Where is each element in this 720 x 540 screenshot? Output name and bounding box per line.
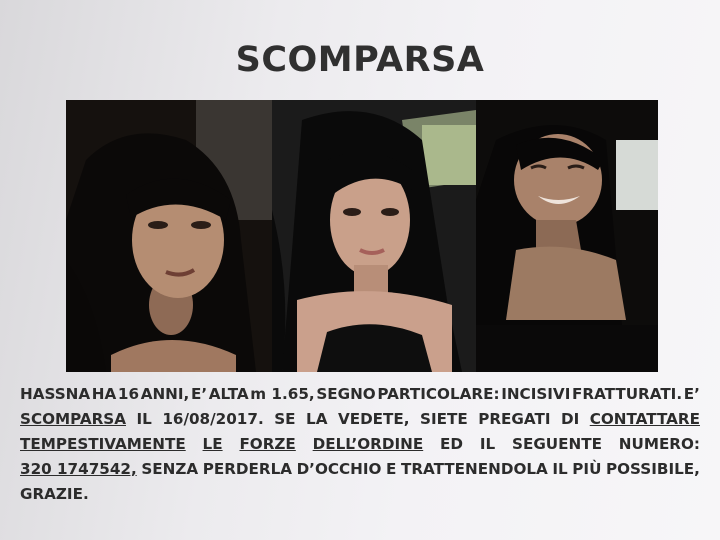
word: IL bbox=[136, 410, 152, 428]
word: NUMERO: bbox=[618, 435, 700, 453]
word: FORZE bbox=[239, 435, 296, 453]
text-line-4 bbox=[20, 457, 700, 482]
word: FRATTURATI. bbox=[572, 385, 683, 403]
photo-2 bbox=[272, 100, 476, 372]
word: HA bbox=[91, 385, 117, 403]
word: LE bbox=[202, 435, 223, 453]
word: HASSNA bbox=[20, 385, 91, 403]
word: E bbox=[386, 460, 397, 478]
word: POSSIBILE, bbox=[606, 460, 700, 478]
word: D’OCCHIO bbox=[296, 460, 382, 478]
photo-1 bbox=[66, 100, 272, 372]
word: SIETE bbox=[420, 410, 468, 428]
word: VEDETE, bbox=[337, 410, 410, 428]
text-line-1 bbox=[20, 382, 700, 407]
closing-word: GRAZIE. bbox=[20, 485, 89, 503]
word: PARTICOLARE: bbox=[377, 385, 500, 403]
word: SEGUENTE bbox=[512, 435, 602, 453]
word: TEMPESTIVAMENTE bbox=[20, 435, 186, 453]
word: PREGATI bbox=[478, 410, 551, 428]
missing-keyword: SCOMPARSA bbox=[20, 410, 126, 428]
missing-person-description bbox=[20, 382, 700, 507]
word: 16 bbox=[117, 385, 140, 403]
missing-date: 16/08/2017. bbox=[162, 410, 264, 428]
phone-number: 320 1747542, bbox=[20, 460, 137, 478]
word: PERDERLA bbox=[202, 460, 292, 478]
text-line-5 bbox=[20, 482, 700, 507]
word: LA bbox=[306, 410, 328, 428]
contact-keyword: CONTATTARE bbox=[589, 410, 700, 428]
word: SE bbox=[274, 410, 296, 428]
word: DELL’ORDINE bbox=[312, 435, 424, 453]
word: SENZA bbox=[141, 460, 199, 478]
word: ANNI, bbox=[140, 385, 190, 403]
word: ED bbox=[440, 435, 464, 453]
poster-title: SCOMPARSA bbox=[235, 40, 485, 80]
text-line-2 bbox=[20, 407, 700, 432]
word: SEGNO bbox=[316, 385, 376, 403]
word: E’ bbox=[190, 385, 208, 403]
word: PIÙ bbox=[572, 460, 602, 478]
word: TRATTENENDOLA bbox=[400, 460, 548, 478]
text-line-3 bbox=[20, 432, 700, 457]
word: ALTA bbox=[208, 385, 249, 403]
height-value: m 1.65, bbox=[250, 385, 315, 403]
word: IL bbox=[479, 435, 496, 453]
word: DI bbox=[560, 410, 580, 428]
photo-3 bbox=[476, 100, 658, 372]
word: INCISIVI bbox=[501, 385, 571, 403]
word: E’ bbox=[683, 385, 700, 403]
word: IL bbox=[552, 460, 568, 478]
